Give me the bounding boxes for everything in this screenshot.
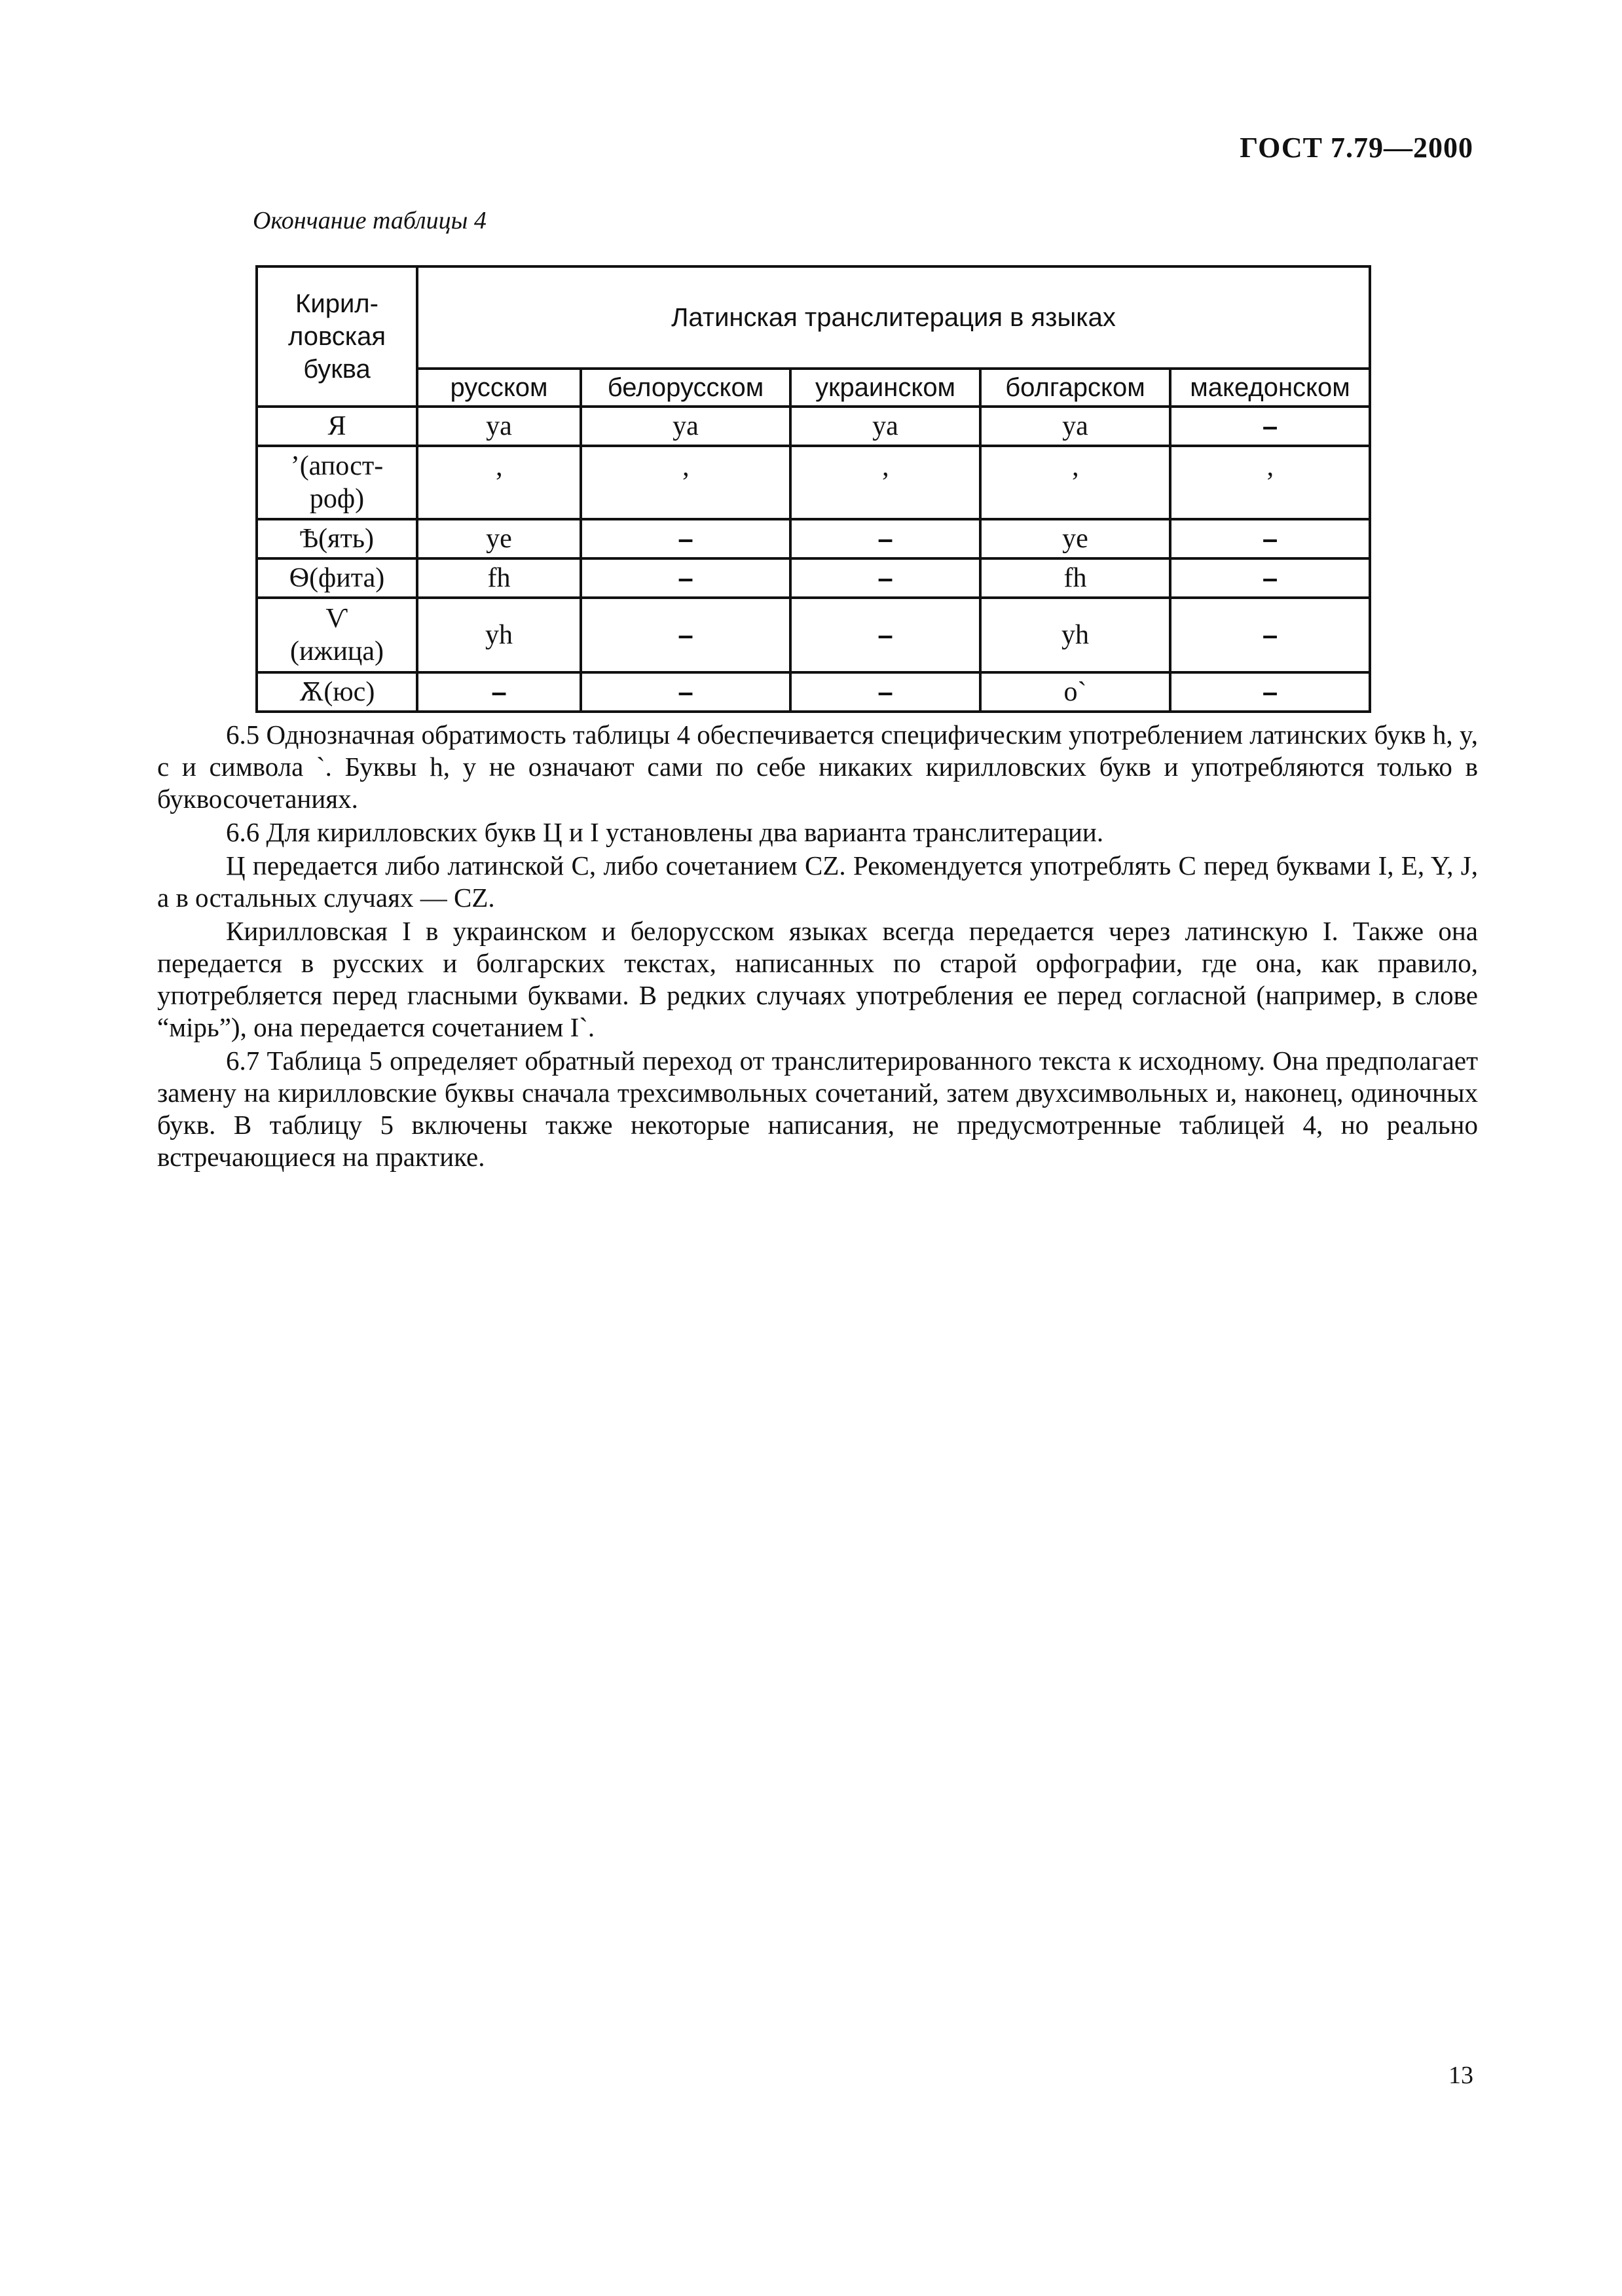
transliteration-cell: – <box>417 672 581 712</box>
table-row <box>257 407 1370 446</box>
transliteration-cell: fh <box>980 558 1170 598</box>
transliteration-cell: ya <box>790 407 980 446</box>
transliteration-cell: yh <box>980 598 1170 672</box>
transliteration-cell: ’ <box>980 446 1170 519</box>
transliteration-cell: – <box>790 672 980 712</box>
paragraph-6-7: 6.7 Таблица 5 определяет обратный переход от транслитерированного текста к исходному. Она предполагает замену на кирилловские буквы сначала трехсимвольных сочетаний, затем двухсимвольных и, наконец, одиночных букв. В таблицу 5 включены также некоторые написания, не предусмотренные таблицей 4, но реально встречающиеся на практике. <box>157 1046 1478 1172</box>
body-text <box>157 719 1478 1175</box>
transliteration-cell: ya <box>581 407 790 446</box>
cyrillic-letter-cell: ’(апост- роф) <box>257 446 417 519</box>
cyrillic-letter-cell: Ѣ(ять) <box>257 519 417 558</box>
page-number: 13 <box>1448 2062 1473 2089</box>
paragraph-6-5: 6.5 Однозначная обратимость таблицы 4 обеспечивается специфическим употреблением латинских букв h, y, c и символа `. Буквы h, y не означают сами по себе никаких кирилловских букв и употребляются только в буквосочетаниях. <box>157 720 1478 814</box>
transliteration-cell: o` <box>980 672 1170 712</box>
transliteration-cell: – <box>790 558 980 598</box>
document-header: ГОСТ 7.79—2000 <box>1240 132 1473 164</box>
table-row <box>257 519 1370 558</box>
transliteration-cell: fh <box>417 558 581 598</box>
transliteration-cell: ye <box>980 519 1170 558</box>
lang-header-russian: русском <box>417 369 581 407</box>
cyrillic-letter-cell: Ѳ(фита) <box>257 558 417 598</box>
table-row <box>257 672 1370 712</box>
table-body <box>257 407 1370 712</box>
transliteration-cell: – <box>581 519 790 558</box>
transliteration-cell: ya <box>417 407 581 446</box>
transliteration-cell: ’ <box>790 446 980 519</box>
lang-header-belarusian: белорусском <box>581 369 790 407</box>
transliteration-cell: – <box>1170 598 1370 672</box>
transliteration-cell: – <box>790 598 980 672</box>
cyrillic-letter-cell: Ѵ (ижица) <box>257 598 417 672</box>
transliteration-cell: – <box>1170 672 1370 712</box>
transliteration-cell: – <box>1170 519 1370 558</box>
transliteration-cell: – <box>581 598 790 672</box>
group-header: Латинская транслитерация в языках <box>417 266 1370 369</box>
transliteration-cell: ’ <box>581 446 790 519</box>
transliteration-cell: ya <box>980 407 1170 446</box>
table-row <box>257 446 1370 519</box>
table-row <box>257 558 1370 598</box>
transliteration-cell: – <box>1170 407 1370 446</box>
transliteration-cell: – <box>581 558 790 598</box>
transliteration-cell: – <box>581 672 790 712</box>
language-header-row <box>257 369 1370 407</box>
transliteration-cell: ye <box>417 519 581 558</box>
paragraph-6-6: 6.6 Для кирилловских букв Ц и I установлены два варианта транслитерации. <box>226 817 1104 847</box>
cyrillic-letter-cell: Ѫ(юс) <box>257 672 417 712</box>
paragraph-i: Кирилловская I в украинском и белорусском языках всегда передается через латинскую I. Также она передается в русских и болгарских текстах, написанных по старой орфографии, где она, как правило, употребляется перед гласными буквами. В редких случаях употребления ее перед согласной (например, в слове “мірь”), она передается сочетанием I`. <box>157 916 1478 1042</box>
cyrillic-letter-cell: Я <box>257 407 417 446</box>
transliteration-cell: – <box>1170 558 1370 598</box>
transliteration-cell: yh <box>417 598 581 672</box>
transliteration-cell: ’ <box>417 446 581 519</box>
lang-header-macedonian: македонском <box>1170 369 1370 407</box>
lang-header-bulgarian: болгарском <box>980 369 1170 407</box>
lang-header-ukrainian: украинском <box>790 369 980 407</box>
table-caption: Окончание таблицы 4 <box>253 207 487 234</box>
cyrillic-letter-header: Кирил- ловская буква <box>257 266 417 407</box>
table-row <box>257 598 1370 672</box>
transliteration-cell: – <box>790 519 980 558</box>
table-header-row <box>257 266 1370 369</box>
paragraph-ts: Ц передается либо латинской C, либо сочетанием CZ. Рекомендуется употреблять C перед буквами I, E, Y, J, а в остальных случаях — CZ. <box>157 850 1478 913</box>
transliteration-cell: ’ <box>1170 446 1370 519</box>
transliteration-table <box>255 265 1371 713</box>
